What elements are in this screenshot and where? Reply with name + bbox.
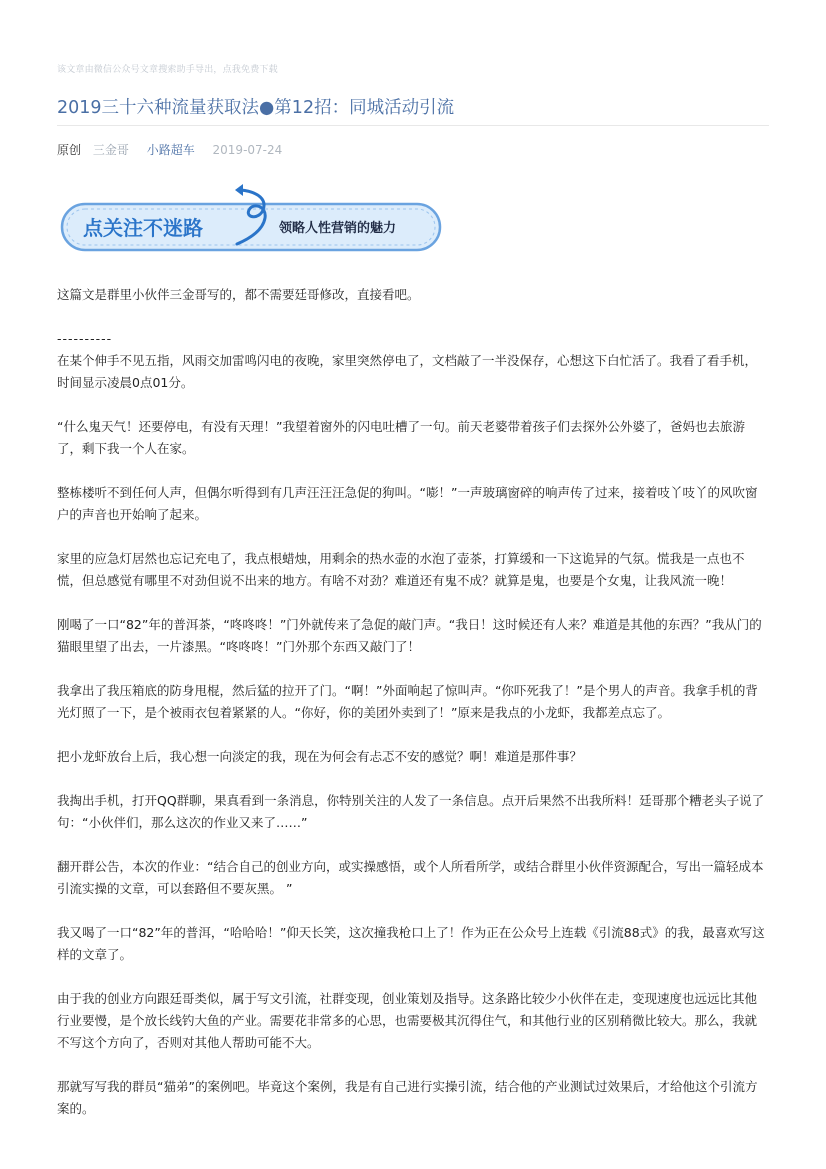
author-name: 三金哥 bbox=[92, 143, 129, 157]
title-divider bbox=[57, 125, 769, 126]
body-paragraph: 把小龙虾放台上后，我心想一向淡定的我，现在为何会有忐忑不安的感觉？啊！难道是那件事？ bbox=[57, 749, 583, 764]
original-tag: 原创 bbox=[57, 143, 82, 157]
body-paragraph: 在某个伸手不见五指，风雨交加雷鸣闪电的夜晚，家里突然停电了，文档敲了一半没保存，心想这下白忙活了。我看了看手机，时间显示凌晨0点01分。 bbox=[57, 353, 758, 390]
account-link[interactable]: 小路超车 bbox=[146, 143, 195, 157]
follow-banner-graphic bbox=[59, 184, 445, 254]
body-paragraph: 刚喝了一口“82”年的普洱茶，“咚咚咚！”门外就传来了急促的敲门声。“我日！这时候还有人来？难道是其他的东西？”我从门的猫眼里望了出去，一片漆黑。“咚咚咚！”门外那个东西又敲门了！ bbox=[57, 617, 762, 654]
body-paragraph: 我又喝了一口“82”年的普洱，“哈哈哈！”仰天长笑，这次撞我枪口上了！作为正在公众号上连载《引流88式》的我，最喜欢写这样的文章了。 bbox=[57, 925, 765, 962]
body-paragraph: 整栋楼听不到任何人声，但偶尔听得到有几声汪汪汪急促的狗叫。“嘭！”一声玻璃窗碎的响声传了过来，接着吱丫吱丫的风吹窗户的声音也开始响了起来。 bbox=[57, 485, 758, 522]
body-paragraph: 翻开群公告，本次的作业：“结合自己的创业方向，或实操感悟，或个人所看所学，或结合群里小伙伴资源配合，写出一篇轻成本引流实操的文章，可以套路但不要灰黑。 ” bbox=[57, 859, 764, 896]
article-title: 2019三十六种流量获取法●第12招：同城活动引流 bbox=[57, 98, 455, 118]
body-paragraph: 我掏出手机，打开QQ群聊，果真看到一条消息，你特别关注的人发了一条信息。点开后果然不出我所料！廷哥那个糟老头子说了句：“小伙伴们，那么这次的作业又来了……” bbox=[57, 793, 765, 830]
article-body bbox=[57, 284, 769, 1142]
body-paragraph: 家里的应急灯居然也忘记充电了，我点根蜡烛，用剩余的热水壶的水泡了壶茶，打算缓和一下这诡异的气氛。慌我是一点也不慌，但总感觉有哪里不对劲但说不出来的地方。有啥不对劲？难道还有鬼不成？就算是鬼，也要是个女鬼，让我风流一晚！ bbox=[57, 551, 745, 588]
follow-banner bbox=[59, 184, 445, 254]
body-paragraph: 由于我的创业方向跟廷哥类似，属于写文引流，社群变现，创业策划及指导。这条路比较少小伙伴在走，变现速度也远远比其他行业要慢，是个放长线钓大鱼的产业。需要花非常多的心思，也需要极其沉得住气，和其他行业的区别稍微比较大。那么，我就不写这个方向了，否则对其他人帮助可能不大。 bbox=[57, 991, 758, 1050]
separator-line: ---------- bbox=[57, 331, 113, 346]
body-paragraph: 我拿出了我压箱底的防身甩棍，然后猛的拉开了门。“啊！”外面响起了惊叫声。“你吓死我了！”是个男人的声音。我拿手机的背光灯照了一下，是个被雨衣包着紧紧的人。“你好，你的美团外卖到了！”原来是我点的小龙虾，我都差点忘了。 bbox=[57, 683, 758, 720]
publish-date: 2019-07-24 bbox=[212, 143, 283, 157]
body-paragraph: 那就写写我的群员“猫弟”的案例吧。毕竟这个案例，我是有自己进行实操引流，结合他的产业测试过效果后，才给他这个引流方案的。 bbox=[57, 1079, 758, 1116]
body-paragraph: “什么鬼天气！还要停电，有没有天理！”我望着窗外的闪电吐槽了一句。前天老婆带着孩子们去探外公外婆了，爸妈也去旅游了，剩下我一个人在家。 bbox=[57, 419, 745, 456]
export-notice-link[interactable]: 该文章由微信公众号文章搜索助手导出，点我免费下载 bbox=[57, 65, 278, 75]
banner-main-text: 点关注不迷路 bbox=[83, 216, 203, 240]
banner-sub-text: 领略人性营销的魅力 bbox=[279, 221, 397, 236]
article-meta bbox=[57, 141, 282, 158]
intro-paragraph: 这篇文是群里小伙伴三金哥写的，都不需要廷哥修改，直接看吧。 bbox=[57, 287, 420, 302]
